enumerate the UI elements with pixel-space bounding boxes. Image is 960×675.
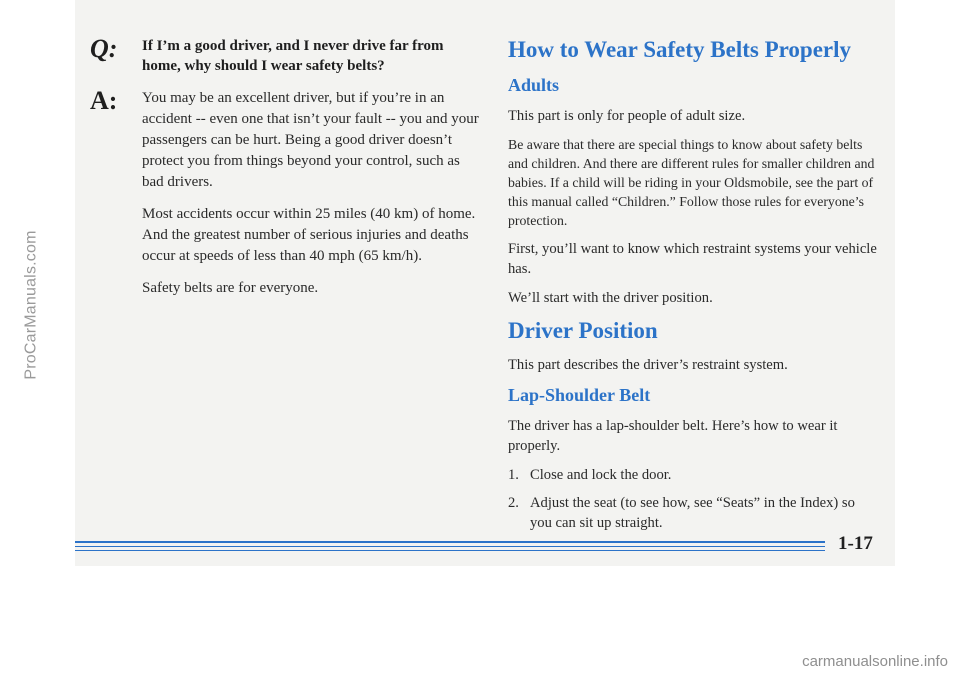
list-item (508, 493, 878, 533)
right-column (508, 36, 878, 541)
side-watermark (17, 45, 47, 565)
list-item-text: Close and lock the door. (530, 467, 672, 483)
list-item-text: Adjust the seat (to see how, see “Seats” in the Index) so you can sit up straight. (530, 495, 855, 531)
paragraph-accidents: Most accidents occur within 25 miles (40 km) of home. And the greatest number of serious injuries and deaths occur at speeds of less than 40 mph (65 km/h). (142, 206, 476, 264)
lap-shoulder-paragraph: The driver has a lap-shoulder belt. Here’s how to wear it properly. (508, 418, 838, 454)
question-mark: Q: (90, 34, 118, 63)
adults-paragraph-1: This part is only for people of adult size. (508, 108, 746, 124)
answer-block (90, 88, 485, 193)
footer-rule-thick (75, 541, 825, 543)
driver-paragraph: This part describes the driver’s restraint system. (508, 357, 788, 373)
answer-mark: A: (90, 86, 118, 115)
list-item (508, 465, 878, 485)
adults-heading: Adults (508, 75, 560, 95)
answer-text: You may be an excellent driver, but if you’re in an accident -- even one that isn’t your fault -- you and your passengers can be hurt. Being a good driver doesn’t protect you from things beyond your control, such as bad drivers. (142, 90, 479, 190)
bottom-watermark: carmanualsonline.info (802, 653, 948, 670)
footer-rule-thin (75, 546, 825, 547)
footer-rule-thin (75, 550, 825, 551)
paragraph-everyone: Safety belts are for everyone. (142, 280, 319, 296)
question-text: If I’m a good driver, and I never drive far from home, why should I wear safety belts? (142, 38, 444, 74)
adults-paragraph-3: First, you’ll want to know which restraint systems your vehicle has. (508, 241, 877, 277)
adults-paragraph-4: We’ll start with the driver position. (508, 290, 713, 306)
list-item-number: 2. (508, 495, 519, 511)
page-number: 1-17 (838, 533, 873, 554)
driver-position-heading: Driver Position (508, 318, 658, 343)
adults-paragraph-2: Be aware that there are special things to know about safety belts and children. And there are different rules for smaller children and babies. If a child will be riding in your Oldsmobile, see the part of this manual called “Children.” Follow those rules for everyone’s protection. (508, 137, 875, 228)
side-watermark-text: ProCarManuals.com (23, 230, 41, 380)
lap-shoulder-heading: Lap-Shoulder Belt (508, 385, 651, 405)
left-column (90, 36, 485, 310)
section-title: How to Wear Safety Belts Properly (508, 37, 852, 62)
list-item-number: 1. (508, 467, 519, 483)
question-block (90, 36, 485, 76)
